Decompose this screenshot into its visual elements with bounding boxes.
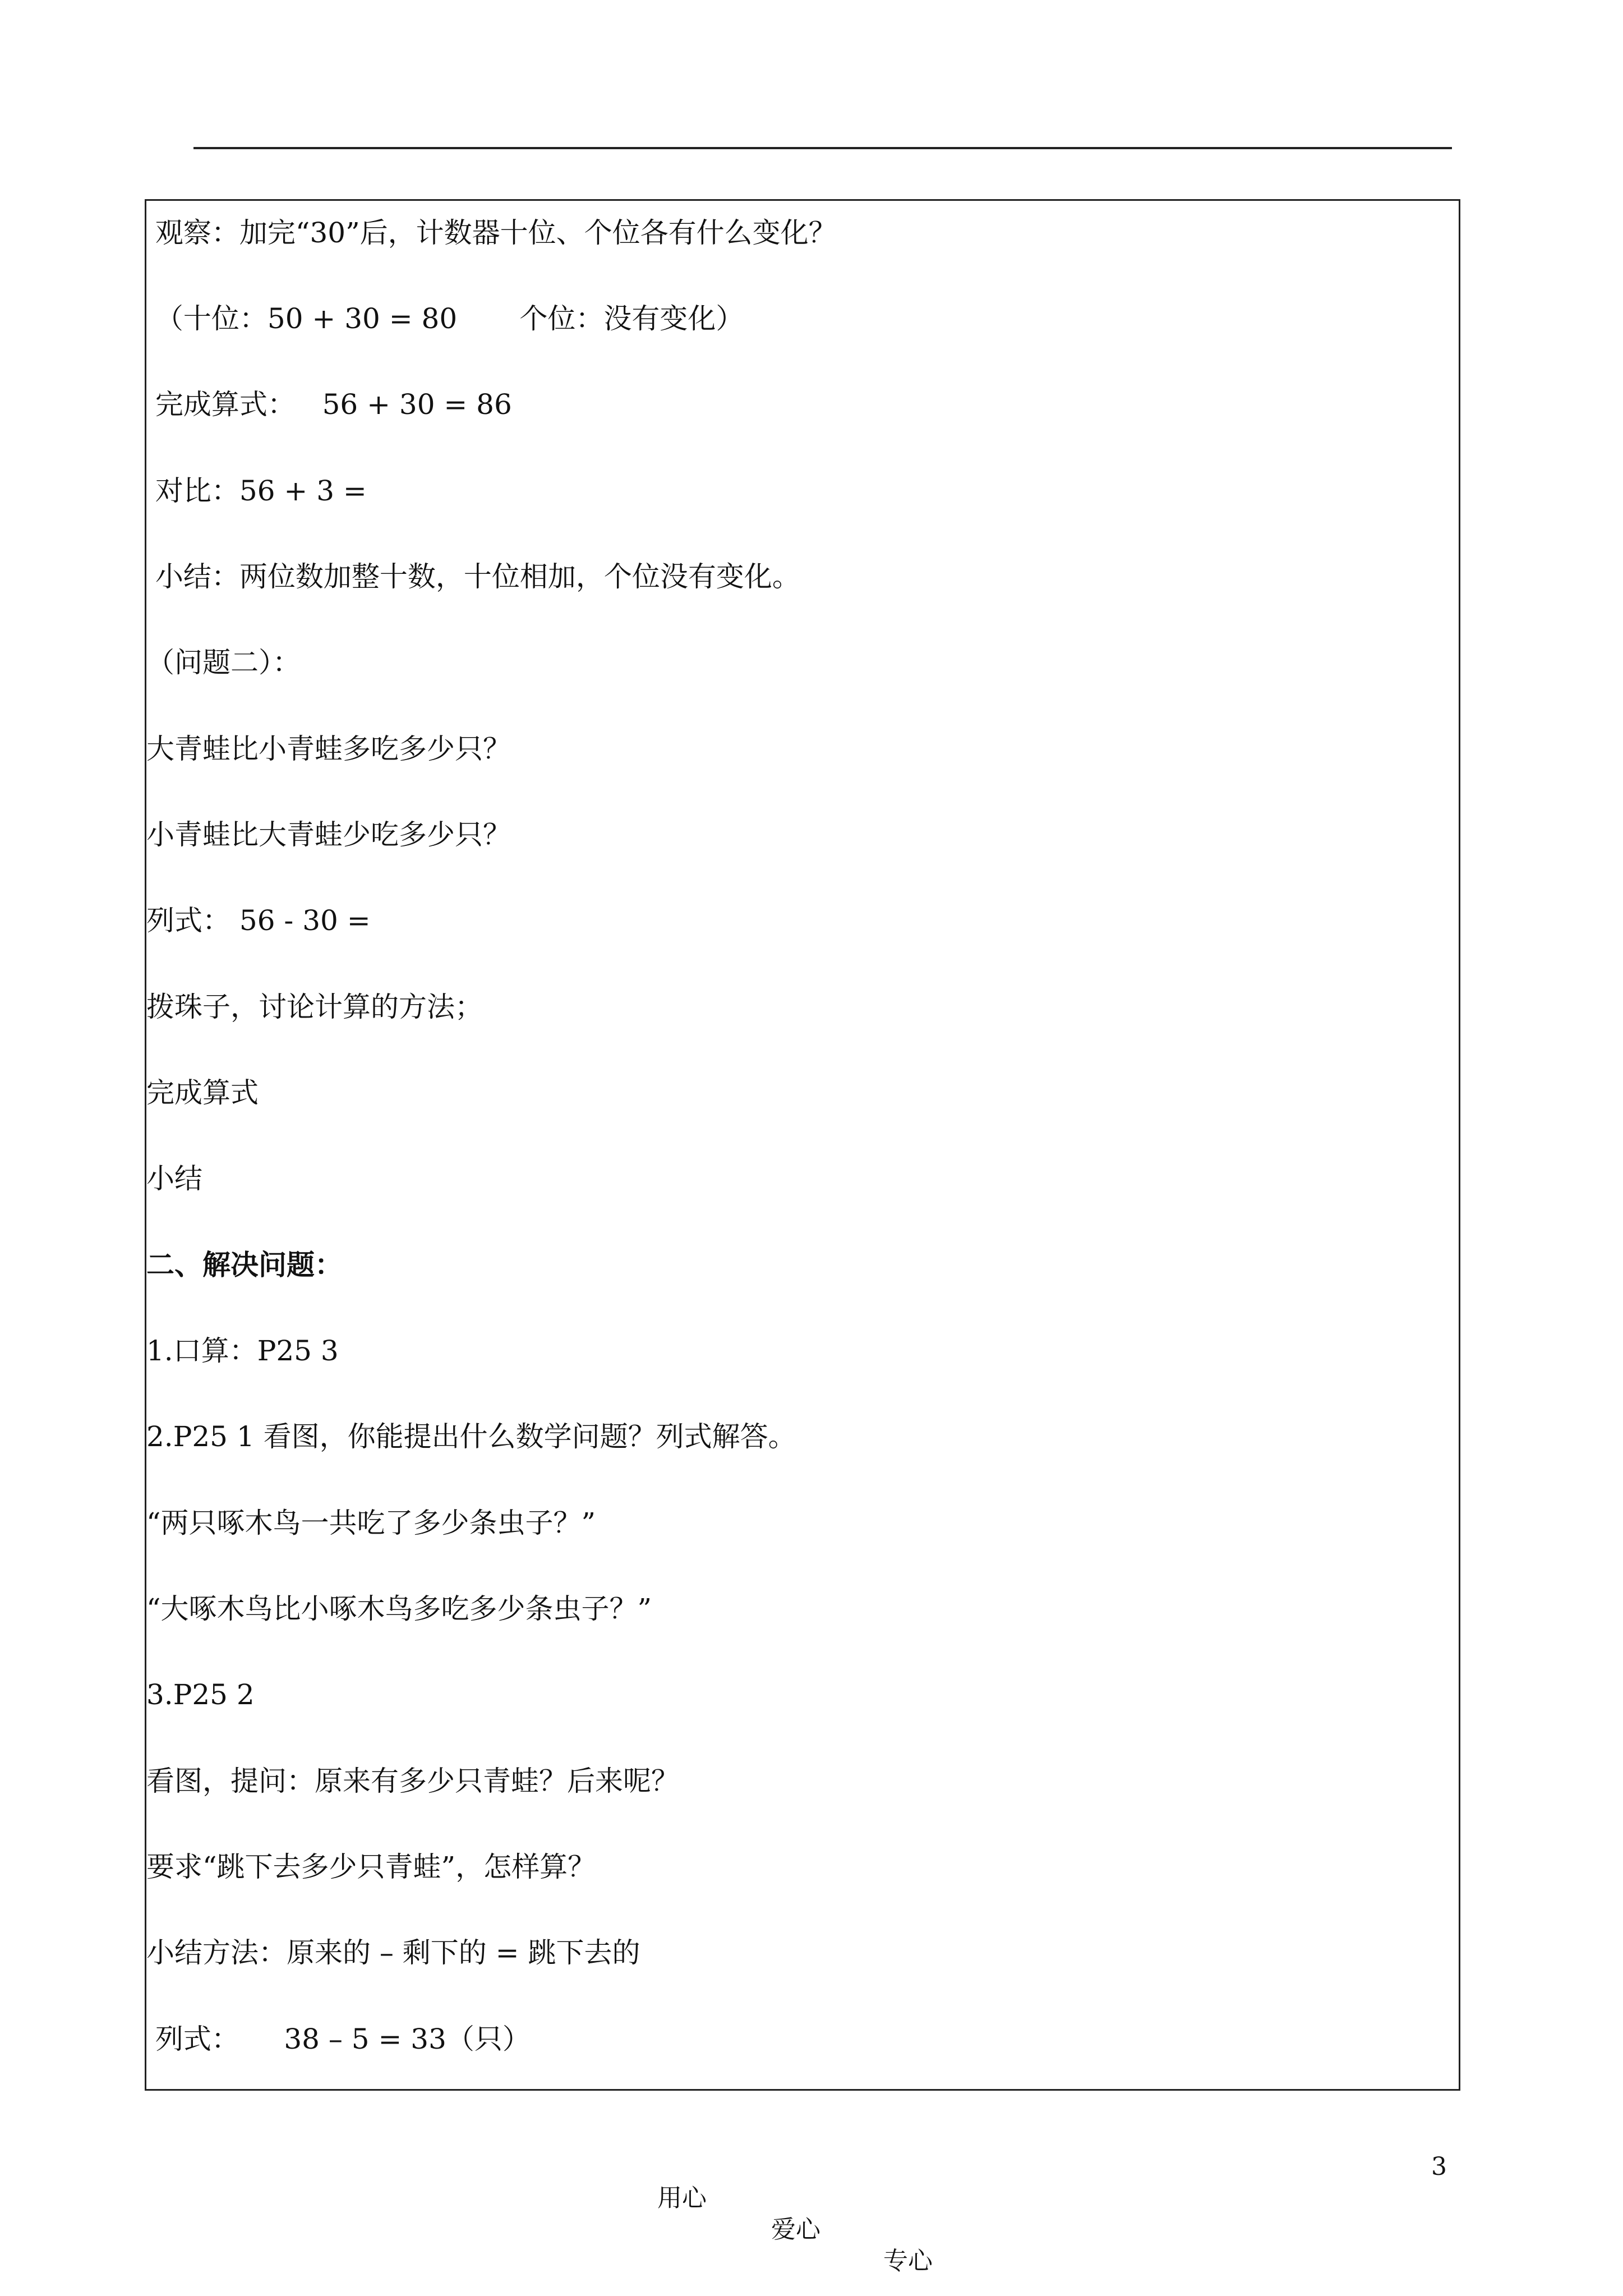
lesson-content-box	[145, 199, 1460, 2091]
text-line-tens-ones: （十位：50 + 30 = 80 个位：没有变化）	[146, 302, 744, 335]
text-line-beads-discussion: 拨珠子，讨论计算的方法；	[146, 991, 483, 1023]
page-number: 3	[1431, 2152, 1447, 2181]
text-line-exercise-three: 3.P25 2	[146, 1678, 255, 1711]
header-rule	[193, 147, 1452, 149]
text-line-woodpecker-difference: “大啄木鸟比小啄木鸟多吃多少条虫子？”	[146, 1593, 652, 1625]
text-line-woodpecker-total: “两只啄木鸟一共吃了多少条虫子？”	[146, 1507, 596, 1539]
text-line-conclusion: 小结	[146, 1162, 202, 1195]
text-line-big-frog-question: 大青蛙比小青蛙多吃多少只？	[146, 733, 511, 765]
text-line-mental-math: 1.口算：P25 3	[146, 1335, 339, 1367]
footer-motto-2: 爱心	[771, 2215, 820, 2244]
text-line-complete: 完成算式	[146, 1076, 259, 1109]
text-line-look-and-ask: 看图，提问：原来有多少只青蛙？后来呢？	[146, 1765, 679, 1797]
text-line-method-summary: 小结方法：原来的 – 剩下的 = 跳下去的	[146, 1936, 640, 1969]
text-line-complete-equation: 完成算式： 56 + 30 = 86	[146, 388, 512, 421]
footer-motto-3: 专心	[883, 2247, 933, 2275]
text-line-compare: 对比：56 + 3 =	[146, 475, 367, 507]
text-line-formula: 列式： 56 - 30 =	[146, 904, 371, 937]
text-line-question-two: （问题二）：	[146, 646, 301, 679]
text-line-observe: 观察：加完“30”后，计数器十位、个位各有什么变化？	[146, 217, 837, 249]
page-footer	[0, 2151, 933, 2277]
text-line-small-frog-question: 小青蛙比大青蛙少吃多少只？	[146, 818, 511, 851]
text-line-final-equation: 列式： 38 – 5 = 33（只）	[146, 2023, 531, 2055]
section-heading-solve-problems: 二、解决问题：	[146, 1248, 343, 1281]
footer-motto-1: 用心	[657, 2184, 707, 2212]
text-line-frogs-jumped: 要求“跳下去多少只青蛙”，怎样算？	[146, 1851, 596, 1883]
text-line-exercise-two: 2.P25 1 看图，你能提出什么数学问题？列式解答。	[146, 1420, 796, 1453]
text-line-summary: 小结：两位数加整十数，十位相加，个位没有变化。	[146, 560, 800, 593]
